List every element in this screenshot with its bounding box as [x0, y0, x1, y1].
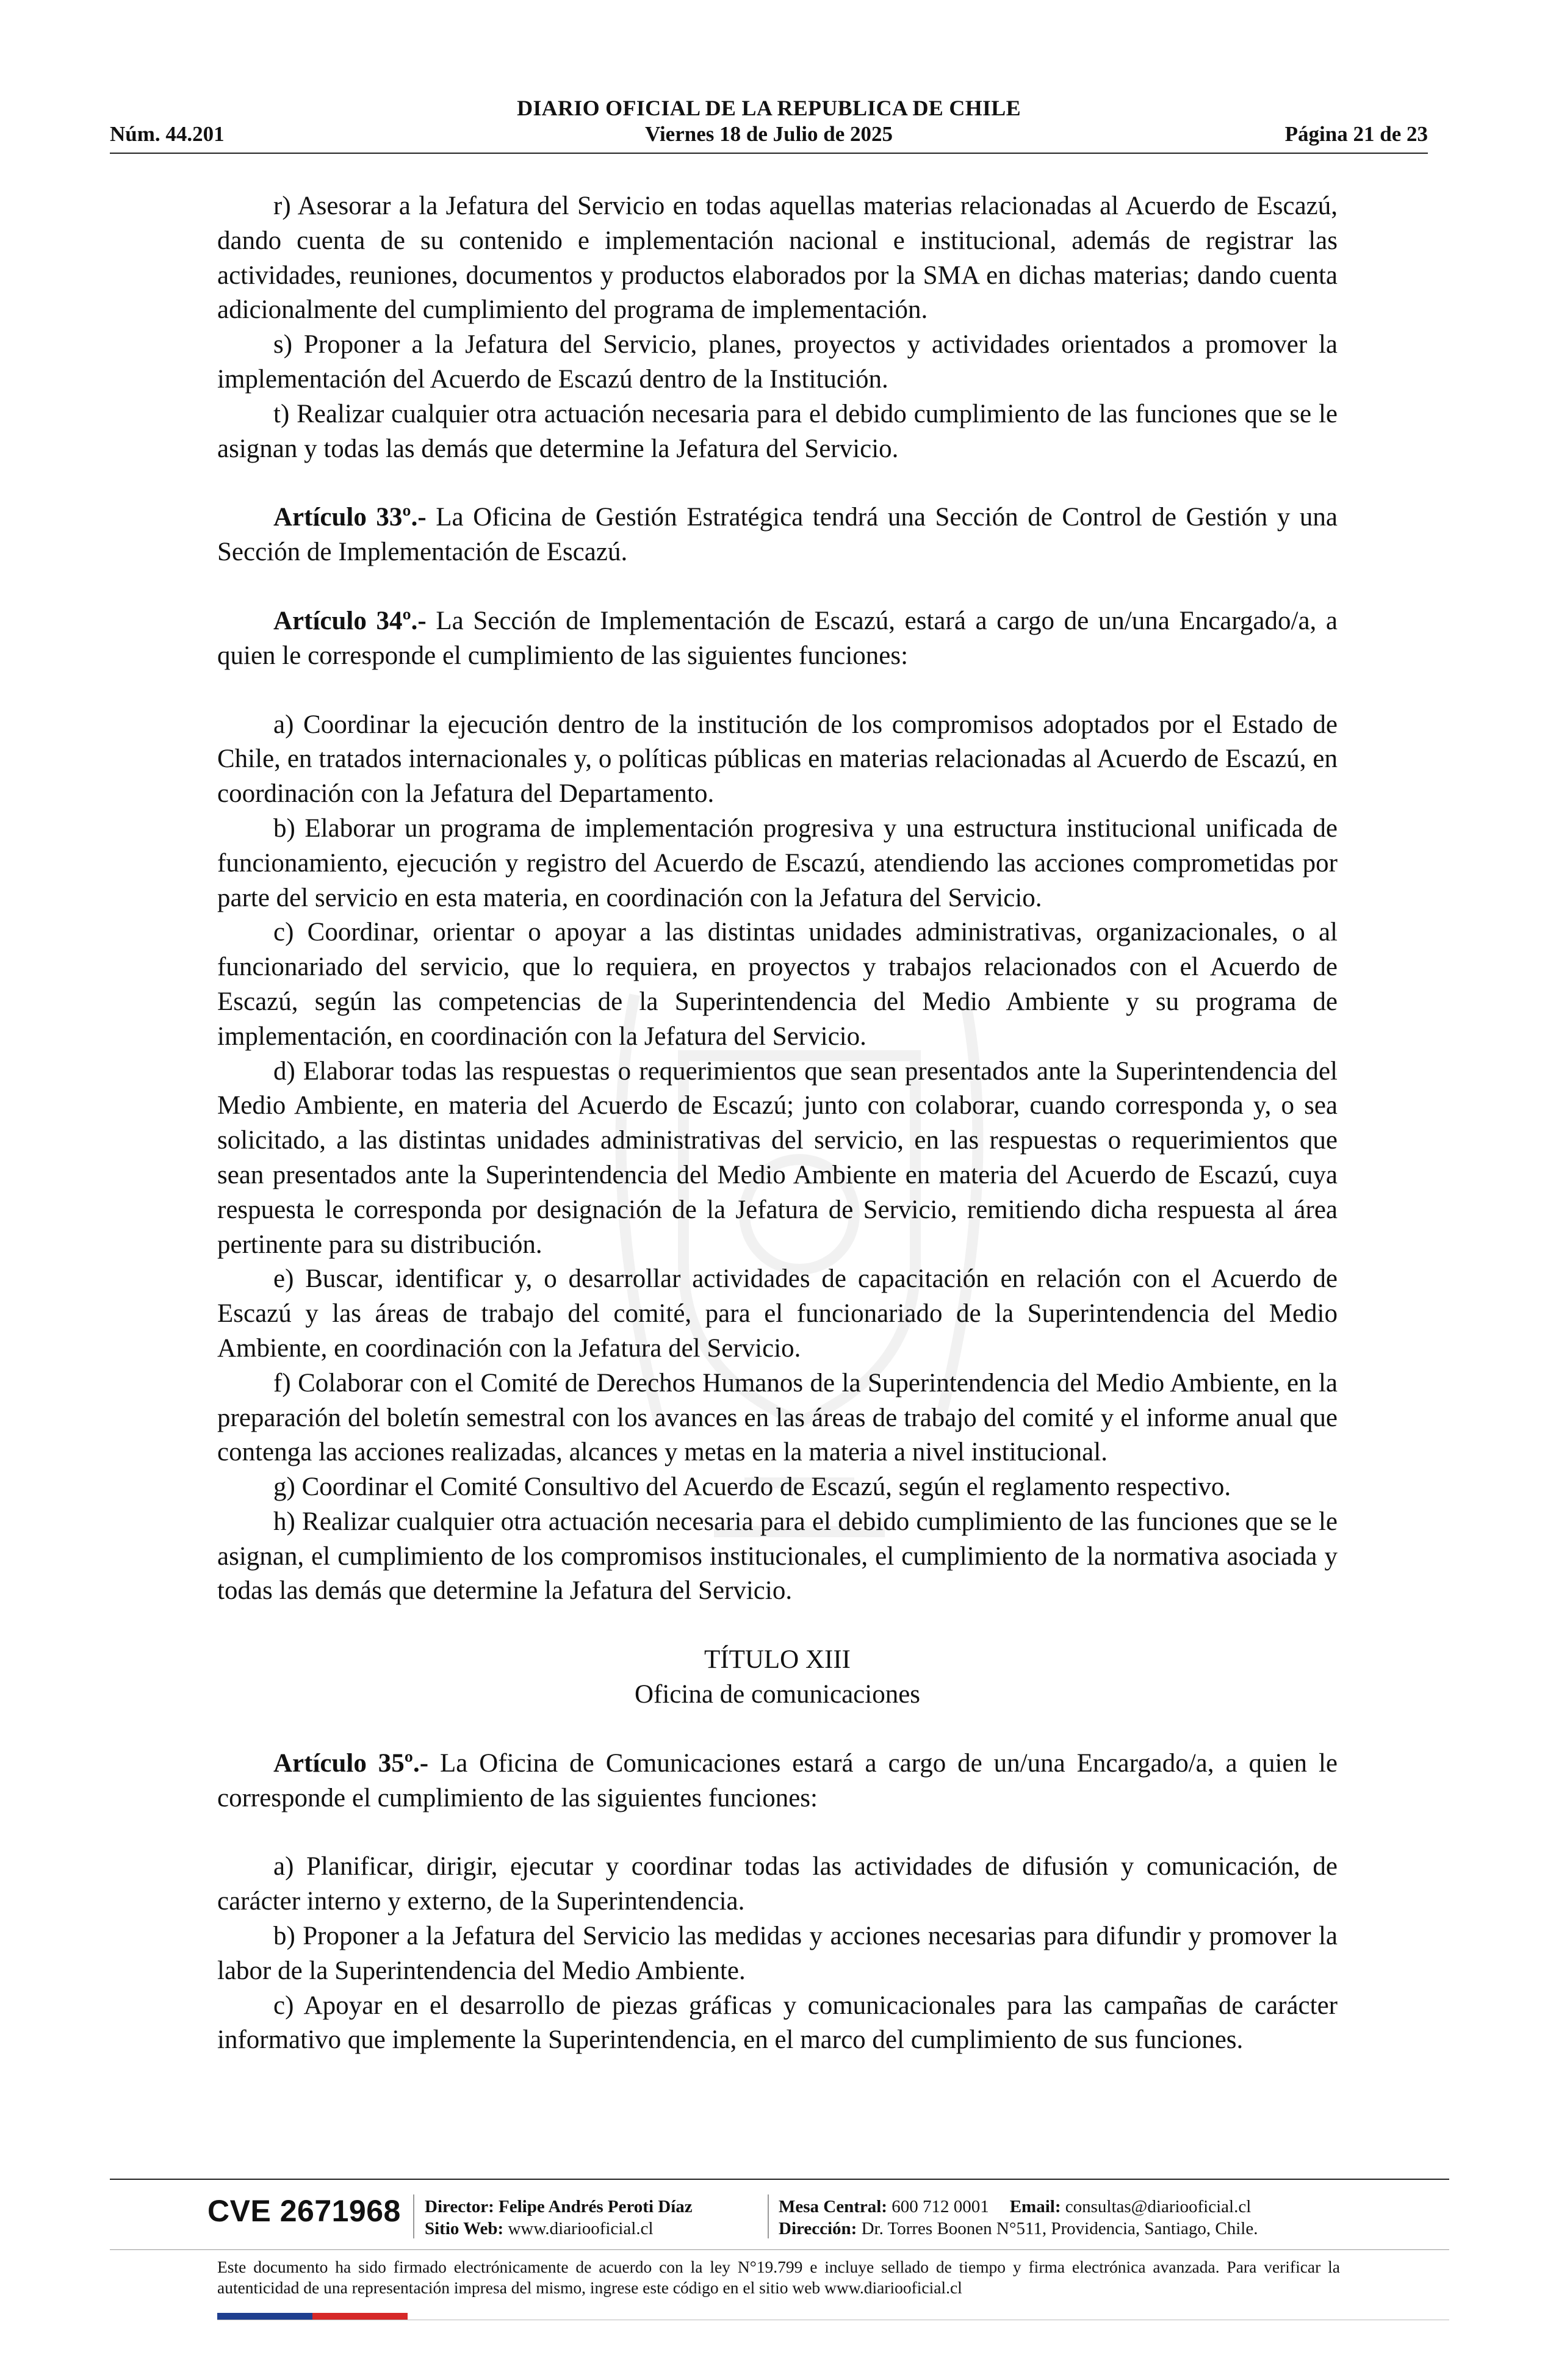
- article-33-label: Artículo 33º.-: [273, 503, 427, 532]
- email-link[interactable]: consultas@diariooficial.cl: [1065, 2197, 1252, 2216]
- article-35-label: Artículo 35º.-: [273, 1748, 429, 1778]
- article-34-item-d: d) Elaborar todas las respuestas o requerimientos que sean presentados ante la Superintendencia del Medio Ambiente, en materia del Acuerdo de Escazú; junto con colaborar, cuando corresponda y, o sea solicitado, a las distintas unidades administrativas del servicio, en las respuestas o requerimientos que sean presentados ante la Superintendencia del Medio Ambiente en materia del Acuerdo de Escazú, cuya respuesta le corresponda por designación de la Jefatura de Servicio, remitiendo dicha respuesta al área pertinente para su distribución.: [217, 1056, 1338, 1259]
- page-header: [110, 93, 1428, 154]
- director-name: Felipe Andrés Peroti Díaz: [499, 2197, 693, 2216]
- article-35-item-c: c) Apoyar en el desarrollo de piezas gráficas y comunicacionales para las campañas de carácter informativo que implemente la Superintendencia, en el marco del cumplimiento de sus funciones.: [217, 1991, 1338, 2055]
- legal-notice: Este documento ha sido firmado electrónicamente de acuerdo con la ley N°19.799 e incluye sellado de tiempo y firma electrónica avanzada. Para verificar la autenticidad de una representación impresa del mismo, ingrese este código en el sitio web www.diariooficial.cl: [217, 2257, 1340, 2297]
- address-label: Dirección:: [779, 2219, 857, 2238]
- article-34: [217, 604, 1338, 674]
- article-35-item-a: a) Planificar, dirigir, ejecutar y coordinar todas las actividades de difusión y comunicación, de carácter interno y externo, de la Superintendencia.: [217, 1852, 1338, 1916]
- page-number: Página 21 de 23: [1284, 122, 1428, 146]
- website-label: Sitio Web:: [425, 2219, 504, 2238]
- article-34-item-c: c) Coordinar, orientar o apoyar a las distintas unidades administrativas, organizacionales, o al funcionariado del servicio, que lo requiera, en proyectos y trabajos relacionados con el Acuerdo de Escazú, según las competencias de la Superintendencia del Medio Ambiente y su programa de implementación, en coordinación con la Jefatura del Servicio.: [217, 918, 1338, 1051]
- title-xiii-heading: TÍTULO XIII: [704, 1645, 851, 1675]
- article-34-item-e: e) Buscar, identificar y, o desarrollar actividades de capacitación en relación con el Acuerdo de Escazú y las áreas de trabajo del comité, para el funcionariado de la Superintendencia del Medio Ambiente, en coordinación con la Jefatura del Servicio.: [217, 1264, 1338, 1363]
- address-value: Dr. Torres Boonen N°511, Providencia, Santiago, Chile.: [861, 2219, 1258, 2238]
- email-label: Email:: [1009, 2197, 1061, 2216]
- cve-code: CVE 2671968: [207, 2194, 401, 2228]
- title-xiii-subheading: Oficina de comunicaciones: [634, 1680, 921, 1709]
- footer-divider: [110, 2179, 1449, 2180]
- footer-separator: [768, 2194, 769, 2238]
- article-34-item-a: a) Coordinar la ejecución dentro de la institución de los compromisos adoptados por el Estado de Chile, en tratados internacionales y, o políticas públicas en materias relacionadas al Acuerdo de Escazú, en coordinación con la Jefatura del Departamento.: [217, 710, 1338, 809]
- paragraph-s: s) Proponer a la Jefatura del Servicio, planes, proyectos y actividades orientados a promover la implementación del Acuerdo de Escazú dentro de la Institución.: [217, 330, 1338, 394]
- article-34-item-f: f) Colaborar con el Comité de Derechos Humanos de la Superintendencia del Medio Ambiente, en la preparación del boletín semestral con los avances en las áreas de trabajo del comité y el informe anual que contenga las acciones realizadas, alcances y metas en la materia a nivel institucional.: [217, 1368, 1338, 1467]
- issue-date: Viernes 18 de Julio de 2025: [644, 122, 893, 146]
- footer-inner-divider: [110, 2249, 1449, 2250]
- director-label: Director:: [425, 2197, 494, 2216]
- paragraph-r: r) Asesorar a la Jefatura del Servicio en todas aquellas materias relacionadas al Acuerdo de Escazú, dando cuenta de su contenido e implementación nacional e institucional, además de registrar las actividades, reuniones, documentos y productos elaborados por la SMA en dichas materias; dando cuenta adicionalmente del cumplimiento del programa de implementación.: [217, 192, 1338, 325]
- article-34-text: La Sección de Implementación de Escazú, estará a cargo de un/una Encargado/a, a quien le corresponde el cumplimiento de las siguientes funciones:: [217, 606, 1338, 670]
- article-33-text: La Oficina de Gestión Estratégica tendrá una Sección de Control de Gestión y una Sección de Implementación de Escazú.: [217, 503, 1338, 567]
- article-35-item-b: b) Proponer a la Jefatura del Servicio las medidas y acciones necesarias para difundir y promover la labor de la Superintendencia del Medio Ambiente.: [217, 1922, 1338, 1985]
- header-divider: [110, 153, 1428, 154]
- footer-contact-block: [779, 2196, 1258, 2240]
- page-footer: [110, 2179, 1449, 2331]
- article-34-label: Artículo 34º.-: [273, 606, 427, 635]
- article-34-item-b: b) Elaborar un programa de implementación progresiva y una estructura institucional unificada de funcionamiento, ejecución y registro del Acuerdo de Escazú, atendiendo las acciones comprometidas por parte del servicio en esta materia, en coordinación con la Jefatura del Servicio.: [217, 813, 1338, 912]
- document-body: [217, 189, 1338, 2058]
- newspaper-title: DIARIO OFICIAL DE LA REPUBLICA DE CHILE: [517, 96, 1021, 120]
- article-34-item-h: h) Realizar cualquier otra actuación necesaria para el debido cumplimiento de las funciones que se le asignan, el cumplimiento de los compromisos institucionales, el cumplimiento de la normativa asociada y todas las demás que determine la Jefatura del Servicio.: [217, 1507, 1338, 1606]
- article-35: [217, 1747, 1338, 1816]
- article-35-text: La Oficina de Comunicaciones estará a cargo de un/una Encargado/a, a quien le corresponde el cumplimiento de las siguientes funciones:: [217, 1748, 1338, 1812]
- paragraph-t: t) Realizar cualquier otra actuación necesaria para el debido cumplimiento de las funciones que se le asignan y todas las demás que determine la Jefatura del Servicio.: [217, 399, 1338, 463]
- footer-separator: [413, 2194, 414, 2238]
- issue-number: Núm. 44.201: [110, 122, 225, 146]
- article-33: [217, 500, 1338, 570]
- website-link[interactable]: www.diariooficial.cl: [508, 2219, 654, 2238]
- mesa-central-phone: 600 712 0001: [891, 2197, 989, 2216]
- footer-director-block: [425, 2196, 693, 2240]
- article-34-item-g: g) Coordinar el Comité Consultivo del Acuerdo de Escazú, según el reglamento respectivo.: [273, 1473, 1231, 1502]
- mesa-central-label: Mesa Central:: [779, 2197, 887, 2216]
